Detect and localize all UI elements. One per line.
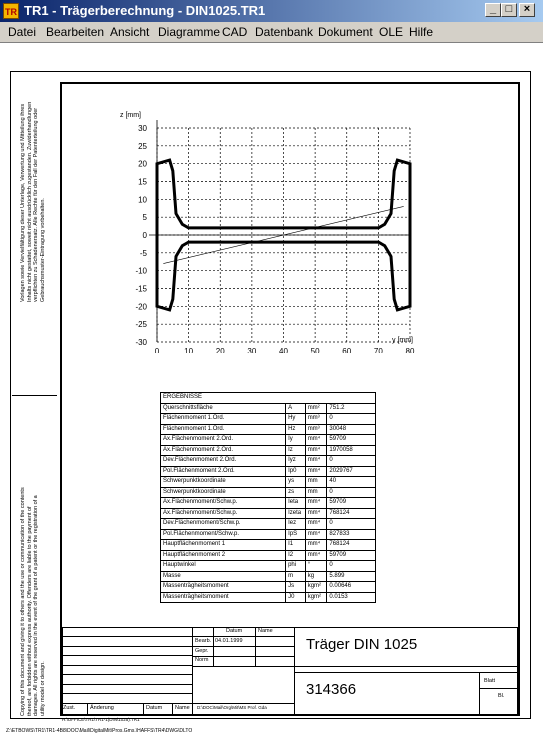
tb-norm: Norm <box>195 657 209 663</box>
results-row <box>161 445 376 456</box>
close-button[interactable]: × <box>519 3 535 17</box>
results-cell-val: 30048 <box>327 424 376 435</box>
results-cell-unit: kgm² <box>305 582 327 593</box>
results-row <box>161 487 376 498</box>
results-cell-unit: kg <box>305 571 327 582</box>
tb-col-line <box>192 627 193 715</box>
results-cell-name: Massenträgheitsmoment <box>161 592 286 603</box>
tb-bearb: Bearb. <box>195 638 212 644</box>
menu-datenbank[interactable]: Datenbank <box>255 25 314 39</box>
results-cell-unit: kgm² <box>305 592 327 603</box>
results-cell-unit: mm⁴ <box>305 519 327 530</box>
results-cell-sym: Js <box>286 582 306 593</box>
menu-ole[interactable]: OLE <box>379 25 404 39</box>
results-row <box>161 466 376 477</box>
x-tick-label: 30 <box>247 347 257 353</box>
z-axis-label: z [mm] <box>120 112 141 119</box>
tb-datum: Datum <box>146 705 163 711</box>
results-cell-name: Hauptwinkel <box>161 561 286 572</box>
y-tick-label: 5 <box>142 213 147 223</box>
results-cell-name: Ax.Flächenmoment 2.Ord. <box>161 445 286 456</box>
tb-left-row-line <box>62 693 192 694</box>
results-cell-sym: Hz <box>286 424 306 435</box>
results-cell-val: 751.2 <box>327 403 376 414</box>
results-cell-sym: IpS <box>286 529 306 540</box>
results-cell-unit: mm⁴ <box>305 550 327 561</box>
results-row <box>161 403 376 414</box>
results-cell-sym: Iez <box>286 519 306 530</box>
results-row <box>161 508 376 519</box>
results-row <box>161 498 376 509</box>
cross-section-chart <box>120 108 420 353</box>
results-row <box>161 540 376 551</box>
y-tick-label: -25 <box>135 320 147 330</box>
y-tick-label: 20 <box>138 159 147 169</box>
results-cell-name: Massenträgheitsmoment <box>161 582 286 593</box>
x-tick-label: 60 <box>342 347 352 353</box>
results-cell-sym: J0 <box>286 592 306 603</box>
x-tick-label: 70 <box>373 347 383 353</box>
results-cell-unit: mm⁴ <box>305 445 327 456</box>
tb-col-line <box>213 627 214 667</box>
status-text: Z:\ETBOWS\TR1\TR1-4B8\DOC\Mail\DigitalMit\Pros.Gms.\HAFFS\TR4\DWG\DLTO <box>6 728 193 734</box>
results-cell-sym: Ieta <box>286 498 306 509</box>
tb-row-line <box>479 688 518 689</box>
y-tick-label: 0 <box>142 231 147 240</box>
results-cell-sym: I1 <box>286 540 306 551</box>
tb-col-line <box>143 703 144 715</box>
results-cell-name: Ax.Flächenmoment 2.Ord. <box>161 435 286 446</box>
results-row <box>161 571 376 582</box>
tb-zust: Zust. <box>63 705 76 711</box>
results-cell-val: 768124 <box>327 508 376 519</box>
results-cell-val: 40 <box>327 477 376 488</box>
tb-col-line <box>255 627 256 667</box>
tb-col-line <box>479 672 480 715</box>
tb-datum-header: Datum <box>226 628 243 634</box>
results-cell-name: Hauptflächenmoment 1 <box>161 540 286 551</box>
results-cell-unit: mm³ <box>305 424 327 435</box>
results-cell-name: Pol.Flächenmoment/Schw.p. <box>161 529 286 540</box>
x-tick-label: 10 <box>184 347 194 353</box>
tb-gepr: Gepr. <box>195 648 209 654</box>
drawing-title: Träger DIN 1025 <box>306 636 418 653</box>
tb-row-line <box>192 666 518 667</box>
x-tick-label: 40 <box>279 347 288 353</box>
y-tick-label: 25 <box>138 141 147 151</box>
y-tick-label: -30 <box>135 338 147 347</box>
copyright-note-de: Vorlagen sowie Vervielfältigung dieser Unterlage, Verwertung und Mitteilung ihres Inhalts nicht gestattet, soweit nicht ausdrücklich zugestanden. Zuwiderhandlungen verpflichten zu Schadenersatz. Alle Rechte für den Fall der Patenterteilung oder Gebrauchsmuster-Eintragung vorbehalten. <box>20 101 46 302</box>
y-tick-label: -20 <box>135 302 147 312</box>
results-cell-unit: mm⁴ <box>305 540 327 551</box>
results-cell-sym: phi <box>286 561 306 572</box>
results-cell-val: 1970058 <box>327 445 376 456</box>
results-cell-name: Masse <box>161 571 286 582</box>
results-cell-name: Pol.Flächenmoment 2.Ord. <box>161 466 286 477</box>
results-cell-sym: m <box>286 571 306 582</box>
y-axis-label: y [mm] <box>392 337 413 344</box>
results-row <box>161 435 376 446</box>
y-tick-label: -5 <box>139 248 147 258</box>
results-cell-name: Hauptflächenmoment 2 <box>161 550 286 561</box>
results-cell-val: 0 <box>327 414 376 425</box>
results-cell-sym: Hy <box>286 414 306 425</box>
results-cell-sym: zs <box>286 487 306 498</box>
results-cell-val: 5.899 <box>327 571 376 582</box>
menu-diagramme[interactable]: Diagramme <box>158 25 221 39</box>
results-cell-val: 0 <box>327 519 376 530</box>
y-tick-label: -15 <box>135 284 147 294</box>
tb-row-line <box>294 672 518 673</box>
results-cell-name: Querschnittsfläche <box>161 403 286 414</box>
results-row <box>161 561 376 572</box>
results-cell-name: Flächenmoment 1.Ord. <box>161 424 286 435</box>
results-cell-sym: Izeta <box>286 508 306 519</box>
results-cell-unit: mm⁴ <box>305 435 327 446</box>
results-cell-name: Ax.Flächenmoment/Schw.p. <box>161 498 286 509</box>
menu-datei[interactable]: Datei <box>8 25 37 39</box>
results-cell-val: 0.00646 <box>327 582 376 593</box>
y-tick-label: 10 <box>138 195 147 205</box>
results-cell-unit: mm <box>305 487 327 498</box>
minimize-button[interactable]: _ <box>485 3 501 17</box>
tb-name-header: Name <box>258 628 273 634</box>
x-tick-label: 20 <box>215 347 225 353</box>
tb-row-line <box>192 636 294 637</box>
results-cell-val: 0 <box>327 561 376 572</box>
results-cell-name: Flächenmoment 1.Ord. <box>161 414 286 425</box>
results-cell-val: 59709 <box>327 435 376 446</box>
results-cell-val: 59709 <box>327 498 376 509</box>
menu-cad[interactable]: CAD <box>222 25 248 39</box>
results-cell-unit: mm⁴ <box>305 529 327 540</box>
y-tick-label: 15 <box>138 177 147 187</box>
tb-left-row-line <box>62 636 192 637</box>
results-cell-val: 59709 <box>327 550 376 561</box>
results-cell-name: Schwerpunktkoordinate <box>161 477 286 488</box>
maximize-button[interactable]: □ <box>501 3 517 17</box>
tb-col-line <box>172 703 173 715</box>
results-cell-unit: mm⁴ <box>305 456 327 467</box>
y-tick-label: 30 <box>138 124 147 133</box>
tb-col-line <box>294 627 295 715</box>
results-row <box>161 592 376 603</box>
results-cell-name: Dev.Flächenmoment 2.Ord. <box>161 456 286 467</box>
results-row <box>161 550 376 561</box>
results-cell-unit: mm² <box>305 403 327 414</box>
tb-bearb-date: 04.01.1999 <box>215 638 243 644</box>
results-cell-sym: Iz <box>286 445 306 456</box>
tb-left-row-line <box>62 655 192 656</box>
tb-name: Name <box>175 705 190 711</box>
title-bar <box>0 0 543 22</box>
menu-hilfe[interactable]: Hilfe <box>409 25 434 39</box>
footer-path: H:\OFFICE\TR1\TR1-1(DIN\1025).TR1 <box>62 717 140 722</box>
results-cell-sym: A <box>286 403 306 414</box>
tb-bl: Bl. <box>498 693 505 699</box>
results-cell-val: 768124 <box>327 540 376 551</box>
tb-left-row-line <box>62 684 192 685</box>
results-cell-sym: I2 <box>286 550 306 561</box>
tb-file: D:\DOC\Mail\Org\Mit\MS Prof. Gda <box>197 705 267 710</box>
tb-aenderung: Änderung <box>90 705 114 711</box>
results-cell-unit: mm⁴ <box>305 466 327 477</box>
results-row <box>161 582 376 593</box>
results-row <box>161 477 376 488</box>
results-cell-sym: ys <box>286 477 306 488</box>
tb-row-line <box>62 703 294 704</box>
results-table <box>160 392 376 603</box>
results-cell-val: 2029767 <box>327 466 376 477</box>
results-cell-unit: ° <box>305 561 327 572</box>
results-cell-name: Schwerpunktkoordinate <box>161 487 286 498</box>
results-cell-sym: Ip0 <box>286 466 306 477</box>
results-cell-unit: mm⁴ <box>305 508 327 519</box>
app-icon: TR <box>3 3 19 19</box>
results-header: ERGEBNISSE <box>161 393 376 404</box>
x-tick-label: 50 <box>310 347 320 353</box>
menu-bearbeiten[interactable]: Bearbeiten <box>46 25 105 39</box>
tb-left-row-line <box>62 646 192 647</box>
x-tick-label: 0 <box>154 347 160 353</box>
tb-left-row-line <box>62 665 192 666</box>
tb-blatt: Blatt <box>484 678 496 684</box>
results-cell-name: Dev.Flächenmoment/Schw.p. <box>161 519 286 530</box>
x-tick-label: 80 <box>405 347 415 353</box>
results-row <box>161 519 376 530</box>
menu-ansicht[interactable]: Ansicht <box>110 25 150 39</box>
results-row <box>161 414 376 425</box>
window-title: TR1 - Trägerberechnung - DIN1025.TR1 <box>24 3 266 18</box>
results-row <box>161 424 376 435</box>
tb-left-row-line <box>62 674 192 675</box>
y-tick-label: -10 <box>135 266 147 276</box>
copyright-note-en: Copying of this document and giving it to others and the use or communication of the contents thereof, are forbidden without express authority. Offenders are liable to the payment of damages. All rights are reserved in the event of the grant of a patent or the registration of a utility model or design. <box>20 487 46 716</box>
tb-row-line <box>192 646 294 647</box>
results-cell-sym: Iyz <box>286 456 306 467</box>
results-cell-val: 0 <box>327 456 376 467</box>
results-cell-sym: Iy <box>286 435 306 446</box>
results-row <box>161 529 376 540</box>
results-cell-val: 0.0153 <box>327 592 376 603</box>
menu-dokument[interactable]: Dokument <box>318 25 373 39</box>
tb-col-line <box>87 703 88 715</box>
results-row <box>161 456 376 467</box>
results-cell-unit: mm <box>305 477 327 488</box>
margin-divider <box>12 395 57 396</box>
drawing-number: 314366 <box>306 681 357 698</box>
menu-bar <box>0 22 543 42</box>
status-bar <box>0 725 543 738</box>
results-cell-name: Ax.Flächenmoment/Schw.p. <box>161 508 286 519</box>
results-cell-unit: mm³ <box>305 414 327 425</box>
results-cell-val: 0 <box>327 487 376 498</box>
results-cell-val: 827833 <box>327 529 376 540</box>
results-cell-unit: mm⁴ <box>305 498 327 509</box>
